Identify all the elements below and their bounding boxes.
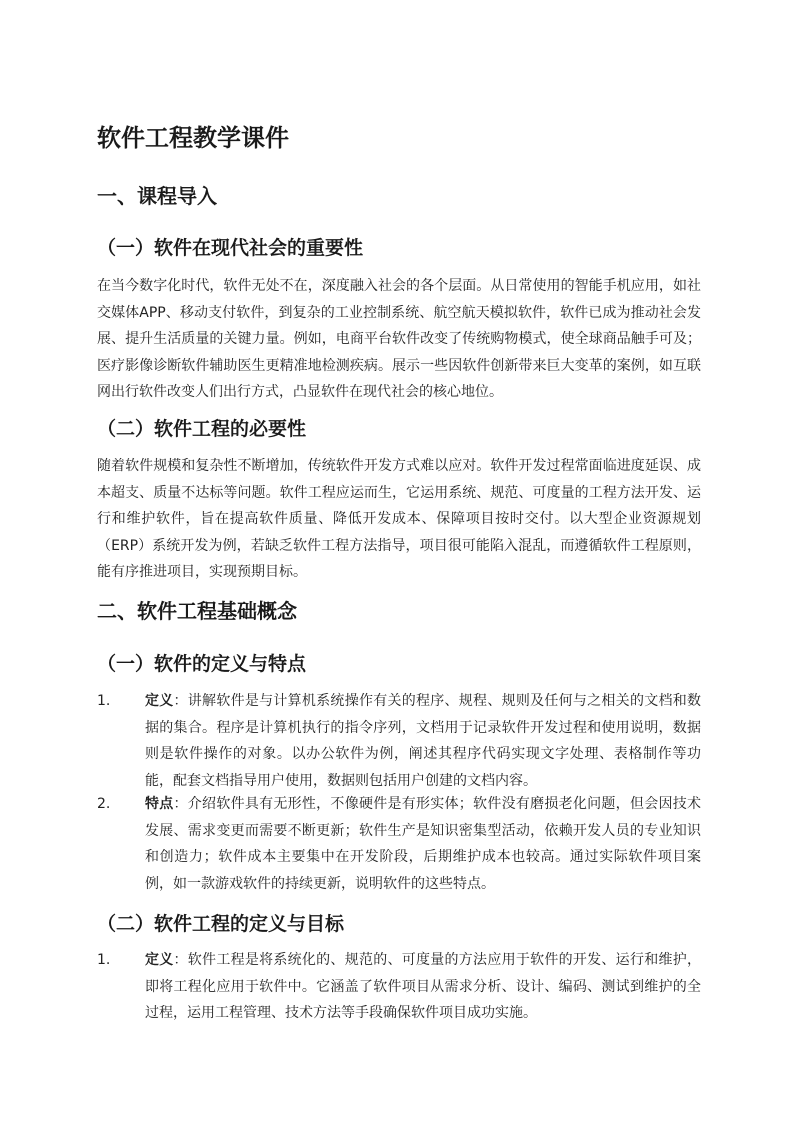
list-item-number: 2. — [97, 796, 111, 812]
list-item — [97, 947, 701, 1027]
list-item-text: ：介绍软件具有无形性，不像硬件是有形实体；软件没有磨损老化问题，但会因技术发展、需求变更而需要不断更新；软件生产是知识密集型活动，依赖开发人员的专业知识和创造力；软件成本主要集中在开发阶段，后期维护成本也较高。通过实际软件项目案例，如一款游戏软件的持续更新，说明软件的这些特点。 — [145, 796, 702, 892]
list-item-number: 1. — [97, 693, 111, 709]
subsection-heading-software-definition: （一）软件的定义与特点 — [97, 653, 307, 675]
paragraph-software-importance: 在当今数字化时代，软件无处不在，深度融入社会的各个层面。从日常使用的智能手机应用，如社交媒体APP、移动支付软件，到复杂的工业控制系统、航空航天模拟软件，软件已成为推动社会发展、提升生活质量的关键力量。例如，电商平台软件改变了传统购物模式，使全球商品触手可及；医疗影像诊断软件辅助医生更精准地检测疾病。展示一些因软件创新带来巨大变革的案例，如互联网出行软件改变人们出行方式，凸显软件在现代社会的核心地位。 — [97, 278, 701, 400]
list-item-body — [145, 688, 701, 794]
subsection-heading-se-necessity: （二）软件工程的必要性 — [97, 418, 307, 440]
list-item-text: ：讲解软件是与计算机系统操作有关的程序、规程、规则及任何与之相关的文档和数据的集合。程序是计算机执行的指令序列，文档用于记录软件开发过程和使用说明，数据则是软件操作的对象。以办公软件为例，阐述其程序代码实现文字处理、表格制作等功能，配套文档指导用户使用，数据则包括用户创建的文档内容。 — [145, 693, 702, 789]
subsection-heading-software-importance: （一）软件在现代社会的重要性 — [97, 237, 364, 259]
list-item-label: 定义 — [145, 693, 174, 709]
section-heading-se-basics: 二、软件工程基础概念 — [97, 599, 297, 623]
list-item-text: ：软件工程是将系统化的、规范的、可度量的方法应用于软件的开发、运行和维护，即将工程化应用于软件中。它涵盖了软件项目从需求分析、设计、编码、测试到维护的全过程，运用工程管理、技术方法等手段确保软件项目成功实施。 — [145, 952, 702, 1021]
list-item-body — [145, 791, 701, 897]
paragraph-se-necessity: 随着软件规模和复杂性不断增加，传统软件开发方式难以应对。软件开发过程常面临进度延误、成本超支、质量不达标等问题。软件工程应运而生，它运用系统、规范、可度量的工程方法开发、运行和维护软件，旨在提高软件质量、降低开发成本、保障项目按时交付。以大型企业资源规划（ERP）系统开发为例，若缺乏软件工程方法指导，项目很可能陷入混乱，而遵循软件工程原则，能有序推进项目，实现预期目标。 — [97, 458, 701, 580]
document-title: 软件工程教学课件 — [97, 124, 289, 152]
list-item-body — [145, 947, 701, 1027]
list-item — [97, 688, 701, 794]
section-heading-course-intro: 一、课程导入 — [97, 184, 217, 208]
subsection-heading-se-definition: （二）软件工程的定义与目标 — [97, 913, 345, 935]
list-item-number: 1. — [97, 952, 111, 968]
list-item-label: 定义 — [145, 952, 174, 968]
list-item — [97, 791, 701, 897]
list-item-label: 特点 — [145, 796, 174, 812]
